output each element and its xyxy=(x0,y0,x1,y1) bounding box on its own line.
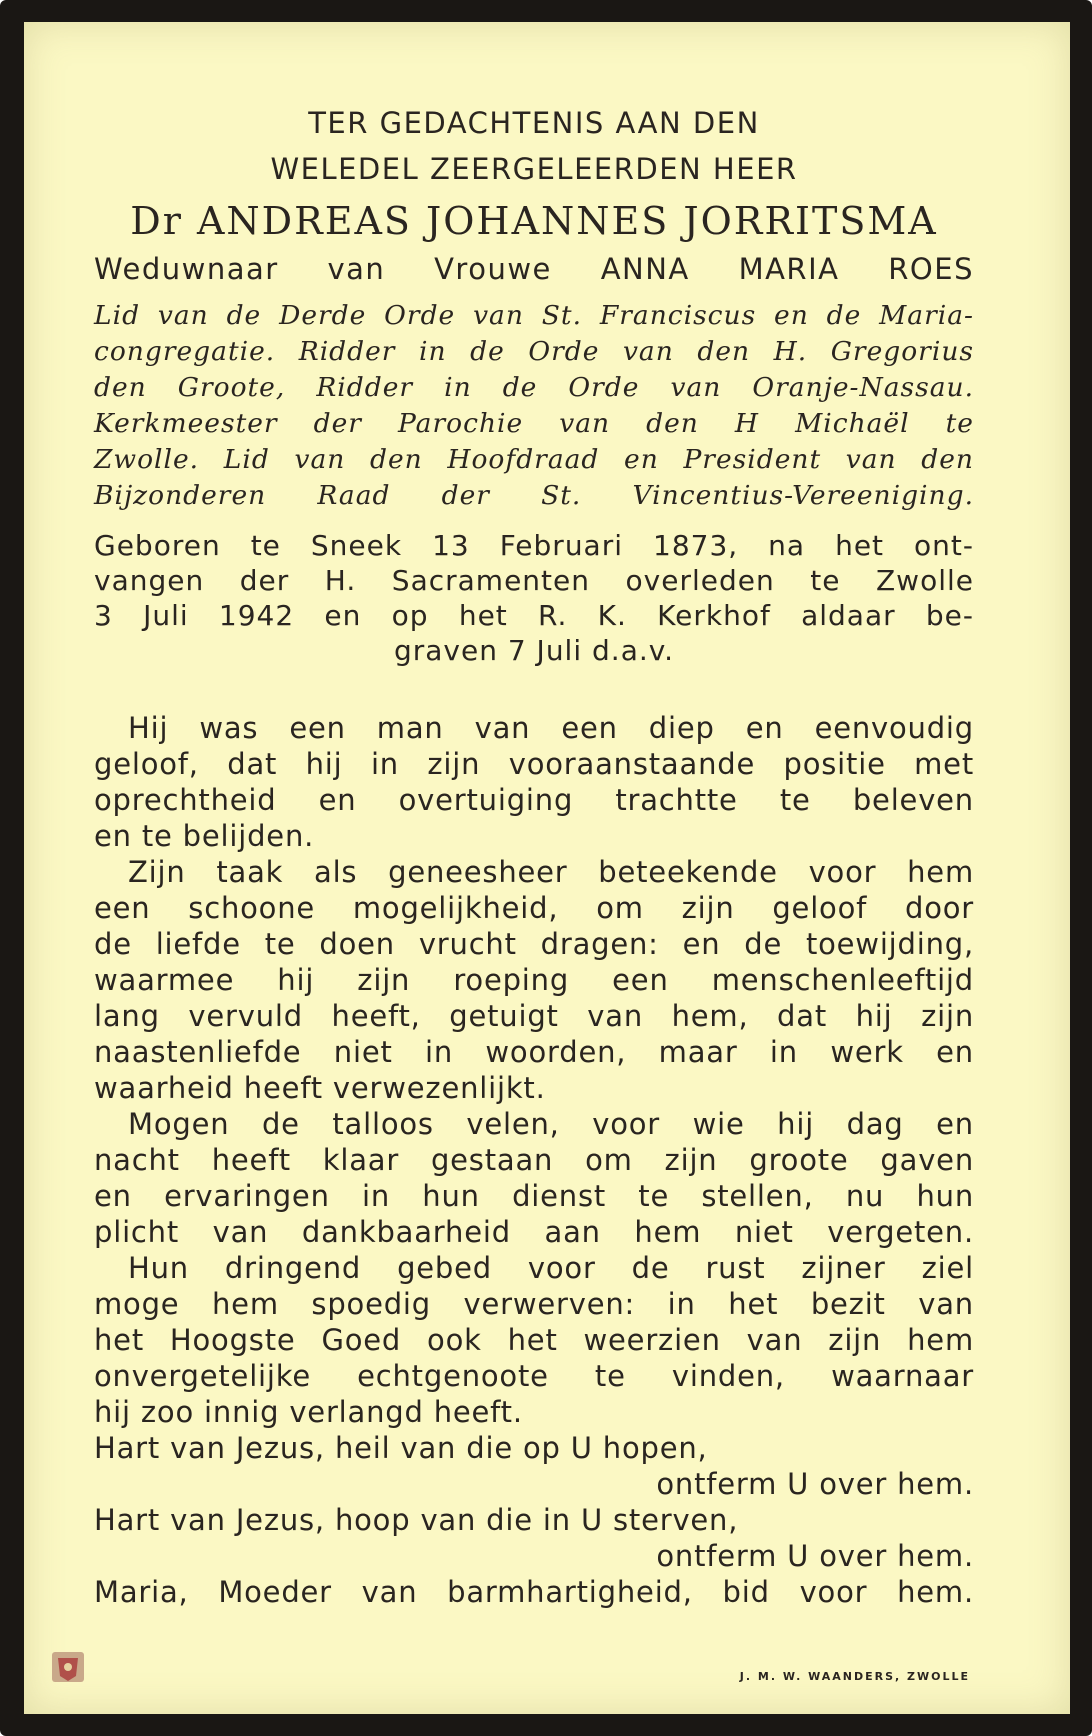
paragraph-line: Hij was een man van een diep en eenvoudig xyxy=(128,711,974,745)
paragraph-line: waarheid heeft verwezenlijkt. xyxy=(94,1071,546,1105)
prayer-line: Hart van Jezus, heil van die op U hopen, xyxy=(94,1431,708,1465)
paragraph-line: en ervaringen in hun dienst te stellen, nu hun xyxy=(94,1179,974,1213)
prayer-response: ontferm U over hem. xyxy=(656,1539,974,1573)
birth-line: Geboren te Sneek 13 Februari 1873, na het ont- xyxy=(94,529,974,562)
card-content xyxy=(94,100,974,1610)
paragraph-line: onvergetelijke echtgenoote te vinden, waarnaar xyxy=(94,1359,974,1393)
prayer-line: Hart van Jezus, hoop van die in U sterven, xyxy=(94,1503,739,1537)
titles-line: den Groote, Ridder in de Orde van Oranje-Nassau. xyxy=(94,372,974,403)
paragraph-line: Hun dringend gebed voor de rust zijner ziel xyxy=(128,1251,974,1285)
paragraph-line: en te belijden. xyxy=(94,819,315,853)
paragraph-line: nacht heeft klaar gestaan om zijn groote gaven xyxy=(94,1143,974,1177)
prayer-line: Maria, Moeder van barmhartigheid, bid voor hem. xyxy=(94,1575,974,1609)
eulogy-text xyxy=(94,710,974,1430)
birth-death-block xyxy=(94,528,974,668)
paragraph-line: naastenliefde niet in woorden, maar in werk en xyxy=(94,1035,974,1069)
deceased-name: Dr ANDREAS JOHANNES JORRITSMA xyxy=(130,199,938,243)
paragraph-line: moge hem spoedig verwerven: in het bezit van xyxy=(94,1287,974,1321)
header-line-2: WELEDEL ZEERGELEERDEN HEER xyxy=(270,152,798,186)
prayers xyxy=(94,1430,974,1610)
paragraph-line: oprechtheid en overtuiging trachtte te beleven xyxy=(94,783,974,817)
titles-line: congregatie. Ridder in de Orde van den H. Gregorius xyxy=(94,336,974,367)
paragraph-line: plicht van dankbaarheid aan hem niet vergeten. xyxy=(94,1215,974,1249)
crest-icon xyxy=(48,1648,88,1686)
prayer-response: ontferm U over hem. xyxy=(656,1467,974,1501)
paragraph-line: Mogen de talloos velen, voor wie hij dag en xyxy=(128,1107,974,1141)
paragraph-line: waarmee hij zijn roeping een menschenleeftijd xyxy=(94,963,974,997)
printer-imprint: J. M. W. WAANDERS, ZWOLLE xyxy=(739,1670,970,1683)
birth-line: graven 7 Juli d.a.v. xyxy=(393,634,675,667)
paragraph-line: geloof, dat hij in zijn vooraanstaande positie met xyxy=(94,747,974,781)
paragraph-line: lang vervuld heeft, getuigt van hem, dat hij zijn xyxy=(94,999,974,1033)
honours-titles xyxy=(94,298,974,514)
header-line-1: TER GEDACHTENIS AAN DEN xyxy=(308,106,760,140)
paragraph-line: de liefde te doen vrucht dragen: en de toewijding, xyxy=(94,927,974,961)
paragraph-line: een schoone mogelijkheid, om zijn geloof door xyxy=(94,891,974,925)
paragraph-line: het Hoogste Goed ook het weerzien van zijn hem xyxy=(94,1323,974,1357)
titles-line: Lid van de Derde Orde van St. Franciscus en de Maria- xyxy=(94,300,974,331)
paragraph-line: hij zoo innig verlangd heeft. xyxy=(94,1395,523,1429)
paragraph-line: Zijn taak als geneesheer beteekende voor hem xyxy=(128,855,974,889)
widower-line: Weduwnaar van Vrouwe ANNA MARIA ROES xyxy=(94,252,974,286)
titles-line: Zwolle. Lid van den Hoofdraad en President van den xyxy=(94,444,974,475)
birth-line: vangen der H. Sacramenten overleden te Zwolle xyxy=(94,564,974,597)
titles-line: Kerkmeester der Parochie van den H Michaël te xyxy=(94,408,974,439)
titles-line: Bijzonderen Raad der St. Vincentius-Vereeniging. xyxy=(94,480,974,511)
birth-line: 3 Juli 1942 en op het R. K. Kerkhof aldaar be- xyxy=(94,599,974,632)
